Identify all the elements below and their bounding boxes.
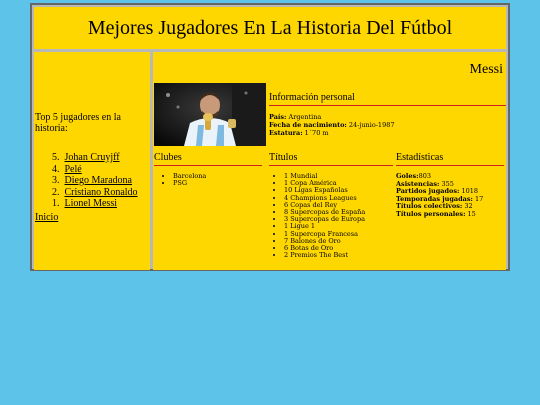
header	[34, 7, 506, 49]
list-item	[52, 187, 138, 199]
sidebar-intro: Top 5 jugadores en la historia:	[35, 112, 121, 134]
list-item: • Barcelona	[173, 173, 206, 180]
personal-info	[269, 113, 394, 137]
stat-label: Títulos colectivos:	[396, 202, 463, 211]
titles-list	[270, 173, 365, 259]
list-item: • 1 Ligue 1	[284, 223, 365, 230]
list-item	[52, 164, 138, 176]
clubs-heading: Clubes	[154, 152, 262, 166]
player-link-messi[interactable]: Lionel Messi	[64, 198, 117, 209]
list-item: • 6 Copas del Rey	[284, 202, 365, 209]
sidebar	[34, 52, 150, 270]
player-link-cruyff[interactable]: Johan Cruyjff	[64, 152, 120, 163]
player-ranking-list	[52, 152, 138, 210]
page-title: Mejores Jugadores En La Historia Del Fútbol	[87, 17, 453, 39]
list-item: • 2 Premios The Best	[284, 252, 365, 259]
list-item: • 7 Balones de Oro	[284, 238, 365, 245]
page-frame	[30, 3, 510, 271]
field-value: 1´70 m	[304, 129, 329, 137]
stats-block	[396, 173, 483, 219]
rank-number: 5.	[52, 152, 60, 163]
stat-label: Partidos jugados:	[396, 187, 460, 196]
stat-value: 15	[467, 209, 476, 218]
list-item	[52, 152, 138, 164]
field-value: Argentina	[288, 113, 322, 121]
stat-value: 32	[464, 202, 473, 211]
field-label: Fecha de nacimiento:	[269, 121, 347, 129]
stat-row	[396, 211, 483, 219]
stats-heading: Estadísticas	[396, 152, 504, 166]
field-value: 24-junio-1987	[348, 121, 395, 129]
list-item: • 1 Mundial	[284, 173, 365, 180]
player-link-maradona[interactable]: Diego Maradona	[64, 175, 132, 186]
list-item: • 6 Botas de Oro	[284, 245, 365, 252]
rank-number: 2.	[52, 186, 60, 198]
player-link-ronaldo[interactable]: Cristiano Ronaldo	[64, 186, 138, 198]
list-item: • 10 Ligas Españolas	[284, 187, 365, 194]
stat-label: Asistencias:	[396, 179, 440, 188]
field-label: Estatura:	[269, 129, 303, 137]
list-item: • 4 Champions Leagues	[284, 195, 365, 202]
personal-info-heading: Información personal	[269, 92, 506, 106]
home-link[interactable]: Inicio	[35, 212, 59, 223]
list-item	[52, 175, 138, 187]
player-photo	[154, 83, 266, 146]
list-item	[52, 198, 138, 210]
personal-row	[269, 113, 394, 121]
rank-number: 3.	[52, 175, 60, 186]
list-item: • 1 Copa América	[284, 180, 365, 187]
rank-number: 4.	[52, 163, 60, 175]
titles-heading: Títulos	[269, 152, 393, 166]
list-item: • PSG	[173, 180, 206, 187]
stat-label: Títulos personales:	[396, 209, 466, 218]
rank-number: 1.	[52, 198, 60, 209]
stat-value: 17	[475, 194, 484, 203]
personal-row	[269, 121, 394, 129]
stat-value: 1018	[461, 187, 479, 196]
list-item: • 1 Supercopa Francesa	[284, 231, 365, 238]
stat-value: 803	[418, 172, 431, 180]
clubs-list	[159, 173, 206, 187]
main-content	[153, 52, 506, 270]
stat-label: Goles:	[396, 172, 419, 180]
field-label: País:	[269, 113, 287, 121]
list-item: • 3 Supercopas de Europa	[284, 216, 365, 223]
stat-label: Temporadas jugadas:	[396, 194, 473, 203]
player-link-pele[interactable]: Pelé	[64, 163, 82, 175]
list-item: • 8 Supercopas de España	[284, 209, 365, 216]
personal-row	[269, 129, 394, 137]
stat-value: 355	[441, 179, 454, 188]
player-name: Messi	[469, 62, 503, 77]
